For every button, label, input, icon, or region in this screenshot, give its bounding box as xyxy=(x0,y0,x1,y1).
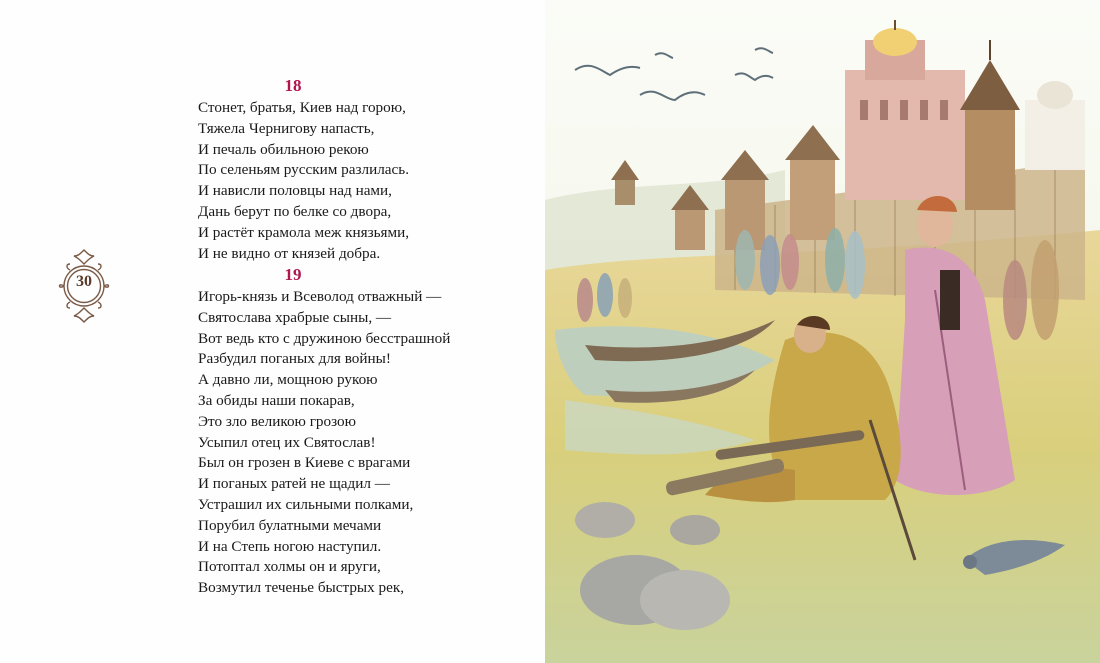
verse-line: И растёт крамола меж князьями, xyxy=(198,223,410,241)
verse-line: И на Степь ногою наступил. xyxy=(198,537,382,555)
verse-line: Порубил булатными мечами xyxy=(198,516,382,534)
verse-line: Игорь-князь и Всеволод отважный — xyxy=(198,288,442,305)
verse-line: Дань берут по белке со двора, xyxy=(198,202,392,220)
verse-line: И поганых ратей не щадил — xyxy=(198,475,390,493)
verse-line: Устрашил их сильными полками, xyxy=(198,495,414,513)
verse-line: Усыпил отец их Святослав! xyxy=(198,433,376,451)
verse-line: Вот ведь кто с дружиною бесстрашной xyxy=(198,329,451,347)
verse-line: А давно ли, мощною рукою xyxy=(198,371,378,389)
verse-line: Был он грозен в Киеве с врагами xyxy=(198,454,411,472)
verse-line: Святослава храбрые сыны, — xyxy=(198,308,392,326)
stanza-number: 18 xyxy=(284,76,302,95)
verse-line: Возмутил теченье быстрых рек, xyxy=(198,579,405,597)
illustration xyxy=(545,0,1100,663)
stanza-18 xyxy=(198,74,409,264)
page-number-badge xyxy=(52,246,116,326)
verse-line: И нависли половцы над нами, xyxy=(198,182,392,200)
verse-line: За обиды наши покарав, xyxy=(198,391,355,409)
verse-line: Это зло великою грозою xyxy=(198,412,356,430)
kiev-scene-illustration xyxy=(545,0,1100,663)
verse-line: Разбудил поганых для войны! xyxy=(198,350,391,368)
verse-line: И не видно от князей добра. xyxy=(198,244,381,262)
verse-line: По селеньям русским разлилась. xyxy=(198,161,410,179)
verse-line: Стонет, братья, Киев над горою, xyxy=(198,99,406,116)
stanza-number: 19 xyxy=(284,265,302,284)
verse-line: И печаль обильною рекою xyxy=(198,140,369,158)
verse-line: Тяжела Чернигову напасть, xyxy=(198,119,375,137)
page-number: 30 xyxy=(76,273,92,290)
stanza-19 xyxy=(198,263,450,599)
verse-line: Потоптал холмы он и яруги, xyxy=(198,558,381,576)
